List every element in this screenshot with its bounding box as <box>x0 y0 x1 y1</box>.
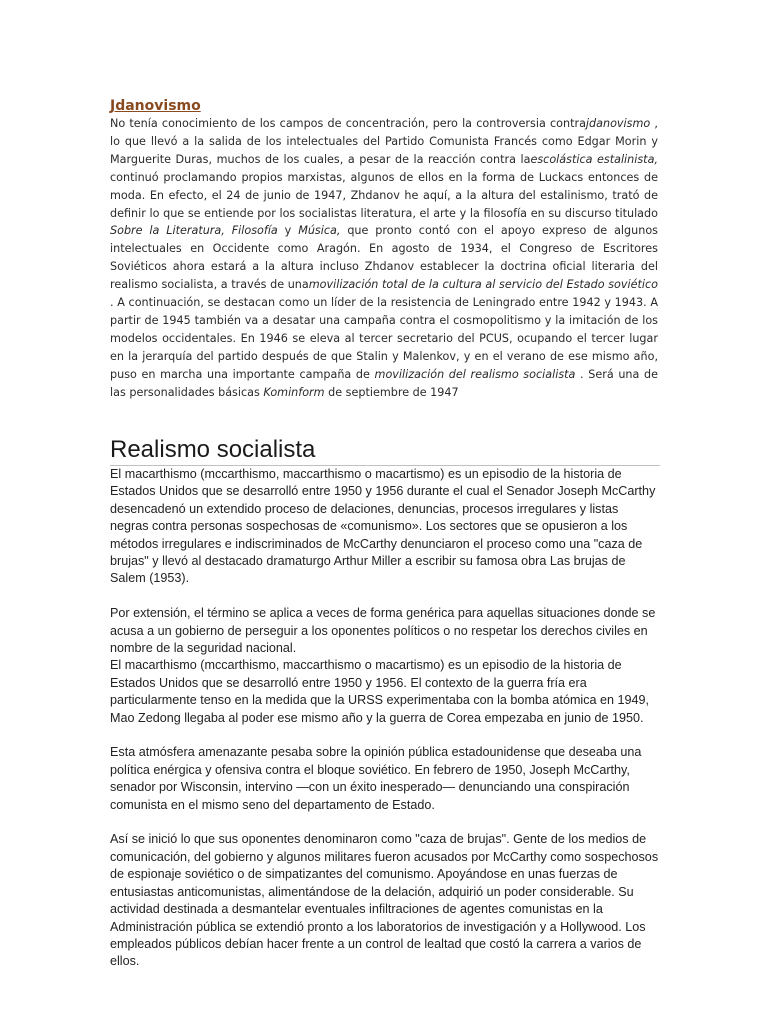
section-jdanovismo <box>110 97 658 402</box>
italic-term: escolástica estalinista, <box>530 152 658 166</box>
paragraph-2: Por extensión, el término se aplica a veces de forma genérica para aquellas situaciones donde se acusa a un gobierno de perseguir a los oponentes políticos o no respetar los derechos civiles en nombre de la seguridad nacional. <box>110 606 656 656</box>
italic-term: Música, <box>298 224 341 238</box>
text-run: y <box>277 224 299 238</box>
text-run: de septiembre de 1947 <box>324 385 459 399</box>
jdanovismo-paragraph <box>110 115 658 402</box>
italic-term: Kominform <box>263 385 325 399</box>
text-run: No tenía conocimiento de los campos de concentración, pero la controversia contra <box>110 117 586 130</box>
text-run: . A continuación, se destacan como un líder de la resistencia de Leningrado entre 1942 y 1943. A partir de 1945 también va a desatar una campaña contra el cosmopolitismo y la imitación de los modelos occidentales. En 1946 se eleva al tercer secretario del PCUS, ocupando el tercer lugar en la jerarquía del partido después de que Stalin y Malenkov, y en el verano de ese mismo año, puso en marcha una importante campaña de <box>110 296 658 381</box>
text-run: . Será una de las personalidades básicas <box>110 367 658 399</box>
italic-term: movilización total de la cultura al servicio del Estado soviético <box>308 278 658 292</box>
paragraph-5: Así se inició lo que sus oponentes denominaron como "caza de brujas". Gente de los medios de comunicación, del gobierno y algunos militares fueron acusados por McCarthy como sospechosos de espionaje soviético o de simpatizantes del comunismo. Apoyándose en unas fuerzas de entusiastas anticomunistas, alimentándose de la delación, adquirió un poder considerable. Su actividad destinada a desmantelar eventuales infiltraciones de agentes comunistas en la Administración pública se extendió pronto a los laboratorios de investigación y a Hollywood. Los empleados públicos debían hacer frente a un control de lealtad que costó la carrera a varios de ellos. <box>110 832 659 969</box>
paragraph-1: El macarthismo (mccarthismo, maccarthismo o macartismo) es un episodio de la historia de Estados Unidos que se desarrolló entre 1950 y 1956 durante el cual el Senador Joseph McCarthy desencadenó un extendido proceso de delaciones, denuncias, procesos irregulares y listas negras contra personas sospechosas de «comunismo». Los sectores que se opusieron a los métodos irregulares e indiscriminados de McCarthy denunciaron el proceso como una "caza de brujas" y llevó al destacado dramaturgo Arthur Miller a escribir su famosa obra Las brujas de Salem (1953). <box>110 467 656 586</box>
text-run: , lo que llevó a la salida de los intelectuales del Partido Comunista Francés como Edgar Morin y Marguerite Duras, muchos de los cuales, a pesar de la reacción contra la <box>110 117 658 166</box>
section-realismo-socialista <box>110 436 660 971</box>
paragraph-4: Esta atmósfera amenazante pesaba sobre la opinión pública estadounidense que deseaba una política enérgica y ofensiva contra el bloque soviético. En febrero de 1950, Joseph McCarthy, senador por Wisconsin, intervino —con un éxito inesperado— denunciando una conspiración comunista en el mismo seno del departamento de Estado. <box>110 745 642 812</box>
section-title-jdanovismo: Jdanovismo <box>110 98 201 114</box>
section-title-realismo: Realismo socialista <box>110 436 660 466</box>
italic-term: Sobre la Literatura, Filosofía <box>110 224 278 238</box>
italic-term: movilización del realismo socialista <box>374 367 576 381</box>
text-run: que pronto contó con el apoyo expreso de algunos intelectuales en Occidente como Aragón. En agosto de 1934, el Congreso de Escritores Soviéticos ahora estará a la altura incluso Zhdanov establecer la doctrina oficial literaria del realismo socialista, a través de una <box>110 224 658 292</box>
paragraph-3: El macarthismo (mccarthismo, maccarthismo o macartismo) es un episodio de la historia de Estados Unidos que se desarrolló entre 1950 y 1956. El contexto de la guerra fría era particularmente tenso en la medida que la URSS experimentaba con la bomba atómica en 1949, Mao Zedong llegaba al poder ese mismo año y la guerra de Corea empezaba en junio de 1950. <box>110 658 650 725</box>
text-run: continuó proclamando propios marxistas, algunos de ellos en la forma de Luckacs entonces de moda. En efecto, el 24 de junio de 1947, Zhdanov he aquí, a la altura del estalinismo, trató de definir lo que se entiende por los socialistas literatura, el arte y la filosofía en su discurso titulado <box>110 170 658 220</box>
italic-term: jdanovismo <box>585 117 651 130</box>
